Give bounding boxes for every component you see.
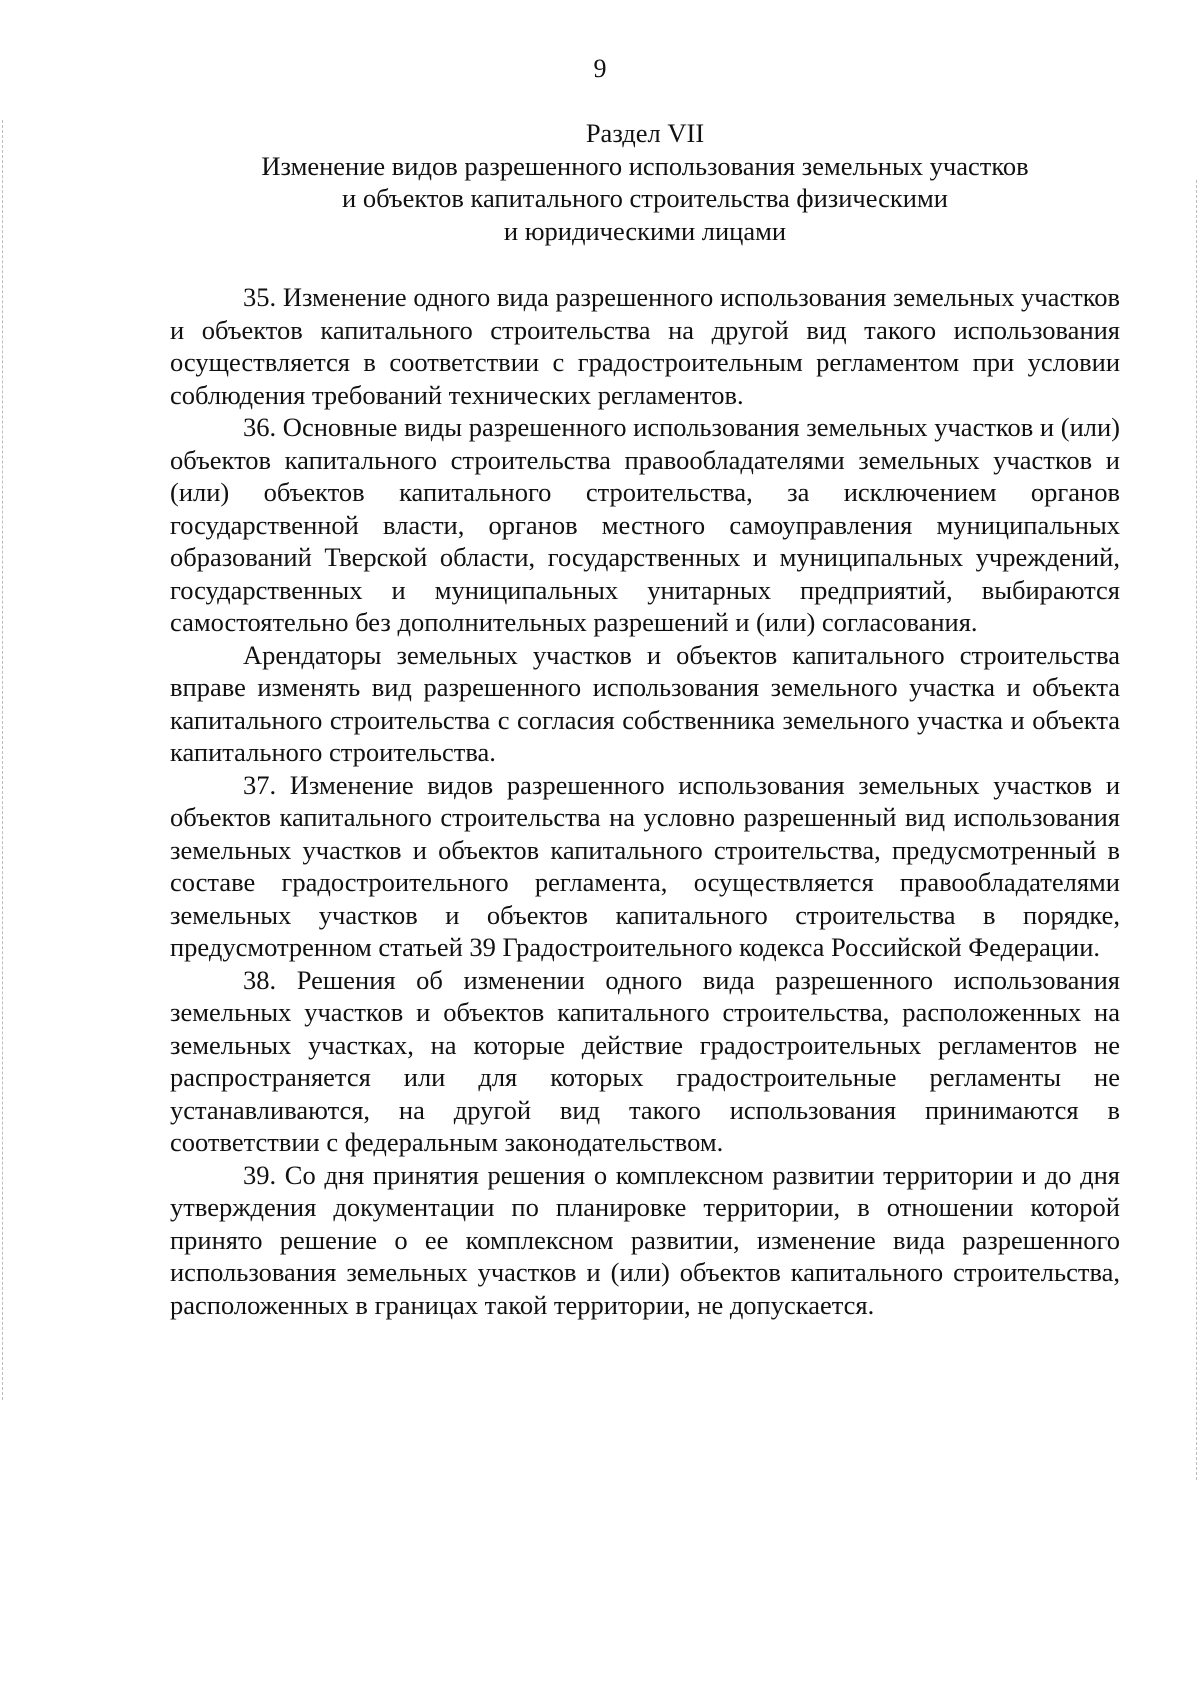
paragraph-35: 35. Изменение одного вида разрешенного использования земельных участков и объектов капитального строительства на другой вид такого использования осуществляется в соответствии с градостроительным регламентом при условии соблюдения требований технических регламентов. [170, 282, 1120, 410]
heading-line: Изменение видов разрешенного использования земельных участков [261, 150, 1029, 181]
heading-line: и юридическими лицами [503, 215, 787, 246]
paragraph-39: 39. Со дня принятия решения о комплексном развитии территории и до дня утверждения документации по планировке территории, в отношении которой принято решение о ее комплексном развитии, изменение вида разрешенного использования земельных участков и (или) объектов капитального строительства, расположенных в границах такой территории, не допускается. [170, 1159, 1120, 1320]
page-number: 9 [593, 54, 607, 83]
scan-edge-right [1196, 180, 1198, 1480]
section-heading [170, 117, 1120, 247]
section-title: Раздел VII [585, 118, 705, 148]
paragraph-37: 37. Изменение видов разрешенного использования земельных участков и объектов капитального строительства на условно разрешенный вид использования земельных участков и объектов капитального строительства, предусмотренный в составе градостроительного регламента, осуществляется правообладателями земельных участков и объектов капитального строительства в порядке, предусмотренном статьей 39 Градостроительного кодекса Российской Федерации. [170, 769, 1120, 962]
document-body [170, 281, 1120, 1321]
scan-edge-left [2, 120, 4, 1400]
paragraph-38: 38. Решения об изменении одного вида разрешенного использования земельных участков и объектов капитального строительства, расположенных на земельных участках, на которые действие градостроительных регламентов не распространяется или для которых градостроительные регламенты не устанавливаются, на другой вид такого использования принимаются в соответствии с федеральным законодательством. [170, 964, 1120, 1157]
paragraph-36: 36. Основные виды разрешенного использования земельных участков и (или) объектов капитального строительства правообладателями земельных участков и (или) объектов капитального строительства, за исключением органов государственной власти, органов местного самоуправления муниципальных образований Тверской области, государственных и муниципальных учреждений, государственных и муниципальных унитарных предприятий, выбираются самостоятельно без дополнительных разрешений и (или) согласования. [170, 412, 1120, 637]
paragraph-36-tenants: Арендаторы земельных участков и объектов капитального строительства вправе изменять вид разрешенного использования земельного участка и объекта капитального строительства с согласия собственника земельного участка и объекта капитального строительства. [170, 639, 1120, 767]
heading-line: и объектов капитального строительства физическими [342, 183, 948, 213]
